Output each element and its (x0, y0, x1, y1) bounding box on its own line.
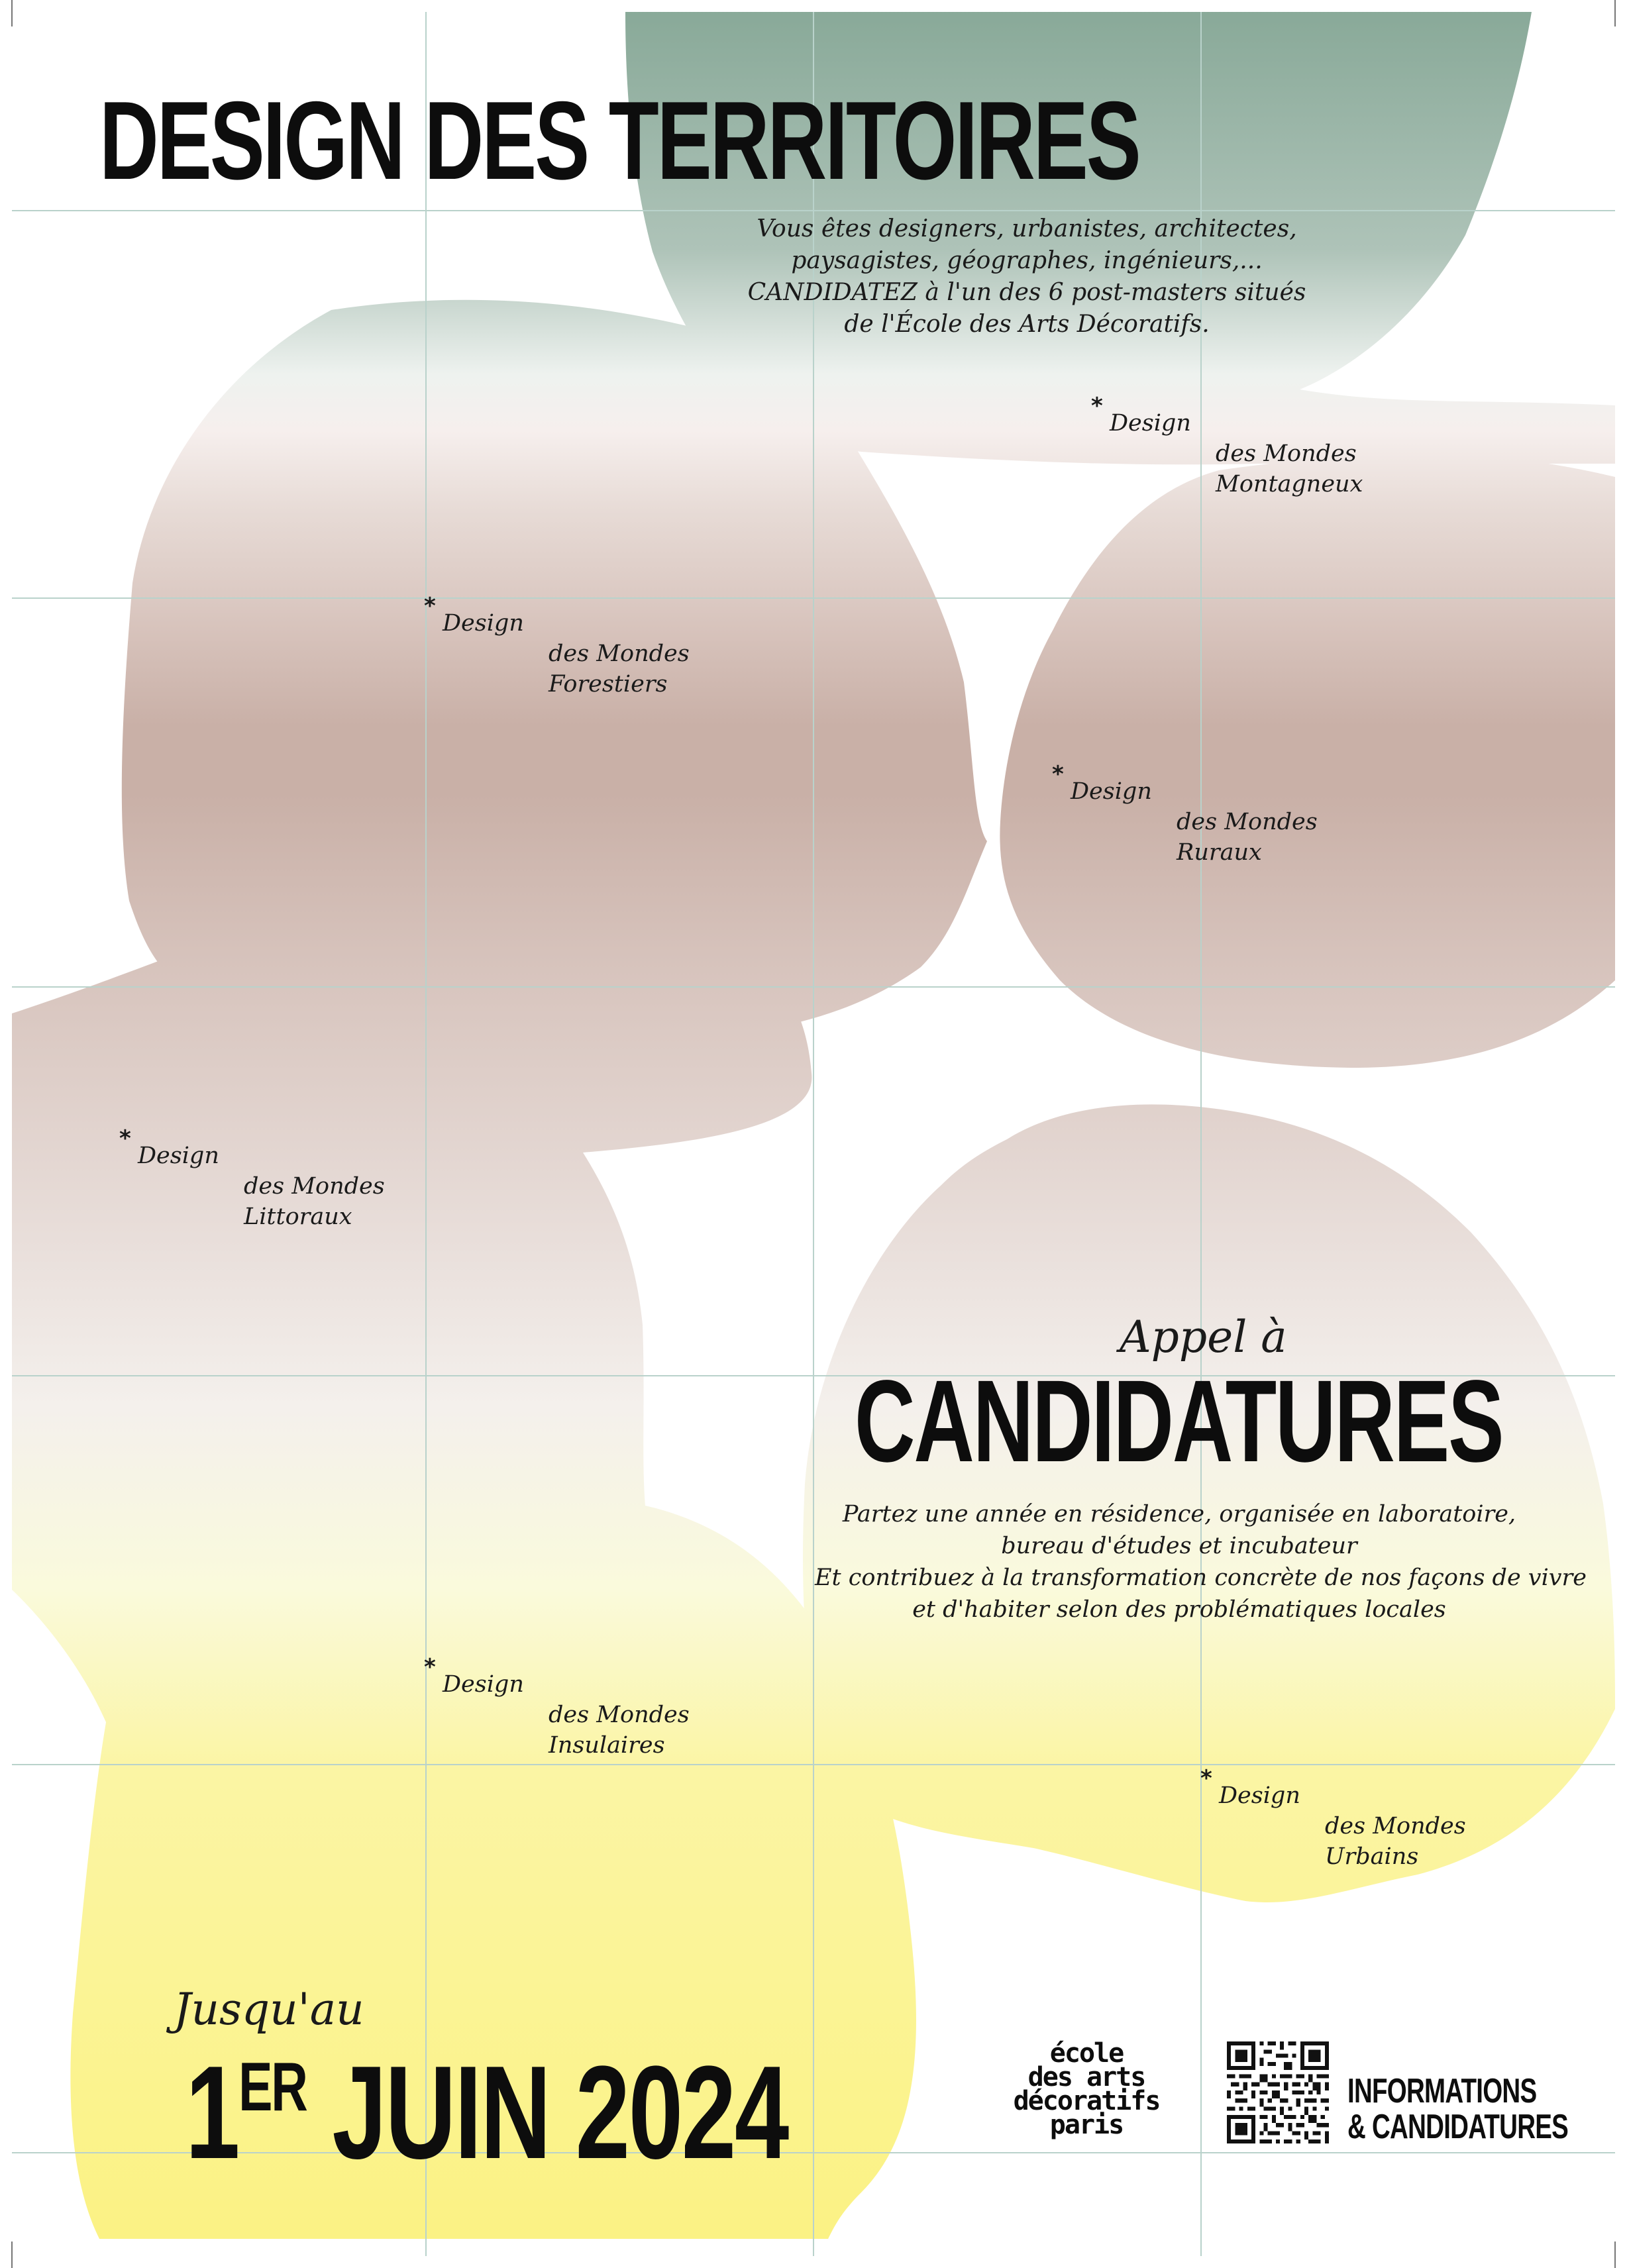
program-line: des Mondes (1216, 440, 1357, 467)
call-line: bureau d'études et incubateur (1001, 1533, 1357, 1559)
deadline-date (185, 2039, 788, 2187)
program-word: Design (138, 1143, 219, 1169)
program-word: Design (1110, 410, 1191, 437)
asterisk-icon: * (424, 593, 436, 619)
program-name: Insulaires (549, 1732, 665, 1759)
call-headline: CANDIDATURES (855, 1357, 1503, 1486)
call-line: Et contribuez à la transformation concrète de nos façons de vivre (815, 1565, 1587, 1591)
info-line: & CANDIDATURES (1347, 2108, 1569, 2146)
deadline-prefix: Jusqu'au (174, 1984, 364, 2035)
page-title: DESIGN DES TERRITOIRES (99, 78, 1139, 203)
deadline-month-year: JUIN 2024 (332, 2039, 788, 2187)
logo-line: école (1049, 2038, 1124, 2069)
asterisk-icon: * (119, 1125, 131, 1152)
deadline-day-suffix: ER (238, 2049, 307, 2126)
program-name: Urbains (1325, 1843, 1419, 1870)
program-word: Design (443, 610, 524, 637)
program-line: des Mondes (1325, 1813, 1466, 1839)
asterisk-icon: * (424, 1654, 436, 1680)
program-line: des Mondes (244, 1173, 385, 1200)
program-name: Montagneux (1216, 471, 1363, 497)
program-name: Littoraux (244, 1204, 352, 1230)
call-line: et d'habiter selon des problématiques locales (912, 1596, 1446, 1623)
program-name: Ruraux (1177, 839, 1262, 866)
asterisk-icon: * (1091, 393, 1103, 419)
program-name: Forestiers (549, 671, 668, 697)
qr-code-icon[interactable] (1227, 2041, 1329, 2143)
asterisk-icon: * (1200, 1765, 1212, 1792)
intro-line: Vous êtes designers, urbanistes, architectes, (757, 215, 1297, 242)
school-logo[interactable] (994, 2038, 1179, 2140)
logo-line: décoratifs (1013, 2086, 1160, 2116)
info-line: INFORMATIONS (1347, 2072, 1537, 2110)
call-line: Partez une année en résidence, organisée en laboratoire, (842, 1501, 1516, 1527)
intro-line: CANDIDATEZ à l'un des 6 post-masters situés (747, 279, 1306, 306)
intro-line: paysagistes, géographes, ingénieurs,... (791, 247, 1263, 274)
shape-rural-blob (1000, 452, 1615, 1068)
program-word: Design (443, 1671, 524, 1698)
logo-line: des arts (1027, 2062, 1145, 2092)
program-line: des Mondes (549, 1702, 690, 1728)
program-line: des Mondes (549, 641, 690, 667)
asterisk-icon: * (1052, 761, 1064, 788)
program-word: Design (1071, 778, 1152, 805)
call-prefix: Appel à (1120, 1312, 1287, 1363)
deadline-day: 1 (185, 2039, 239, 2187)
program-line: des Mondes (1177, 809, 1318, 835)
call-description (815, 1498, 1587, 1625)
intro-line: de l'École des Arts Décoratifs. (844, 311, 1210, 338)
logo-line: paris (1049, 2110, 1124, 2140)
shape-coast-blob (12, 923, 812, 1537)
intro-text (715, 213, 1338, 340)
program-word: Design (1219, 1782, 1300, 1809)
info-link[interactable] (1347, 2073, 1568, 2145)
